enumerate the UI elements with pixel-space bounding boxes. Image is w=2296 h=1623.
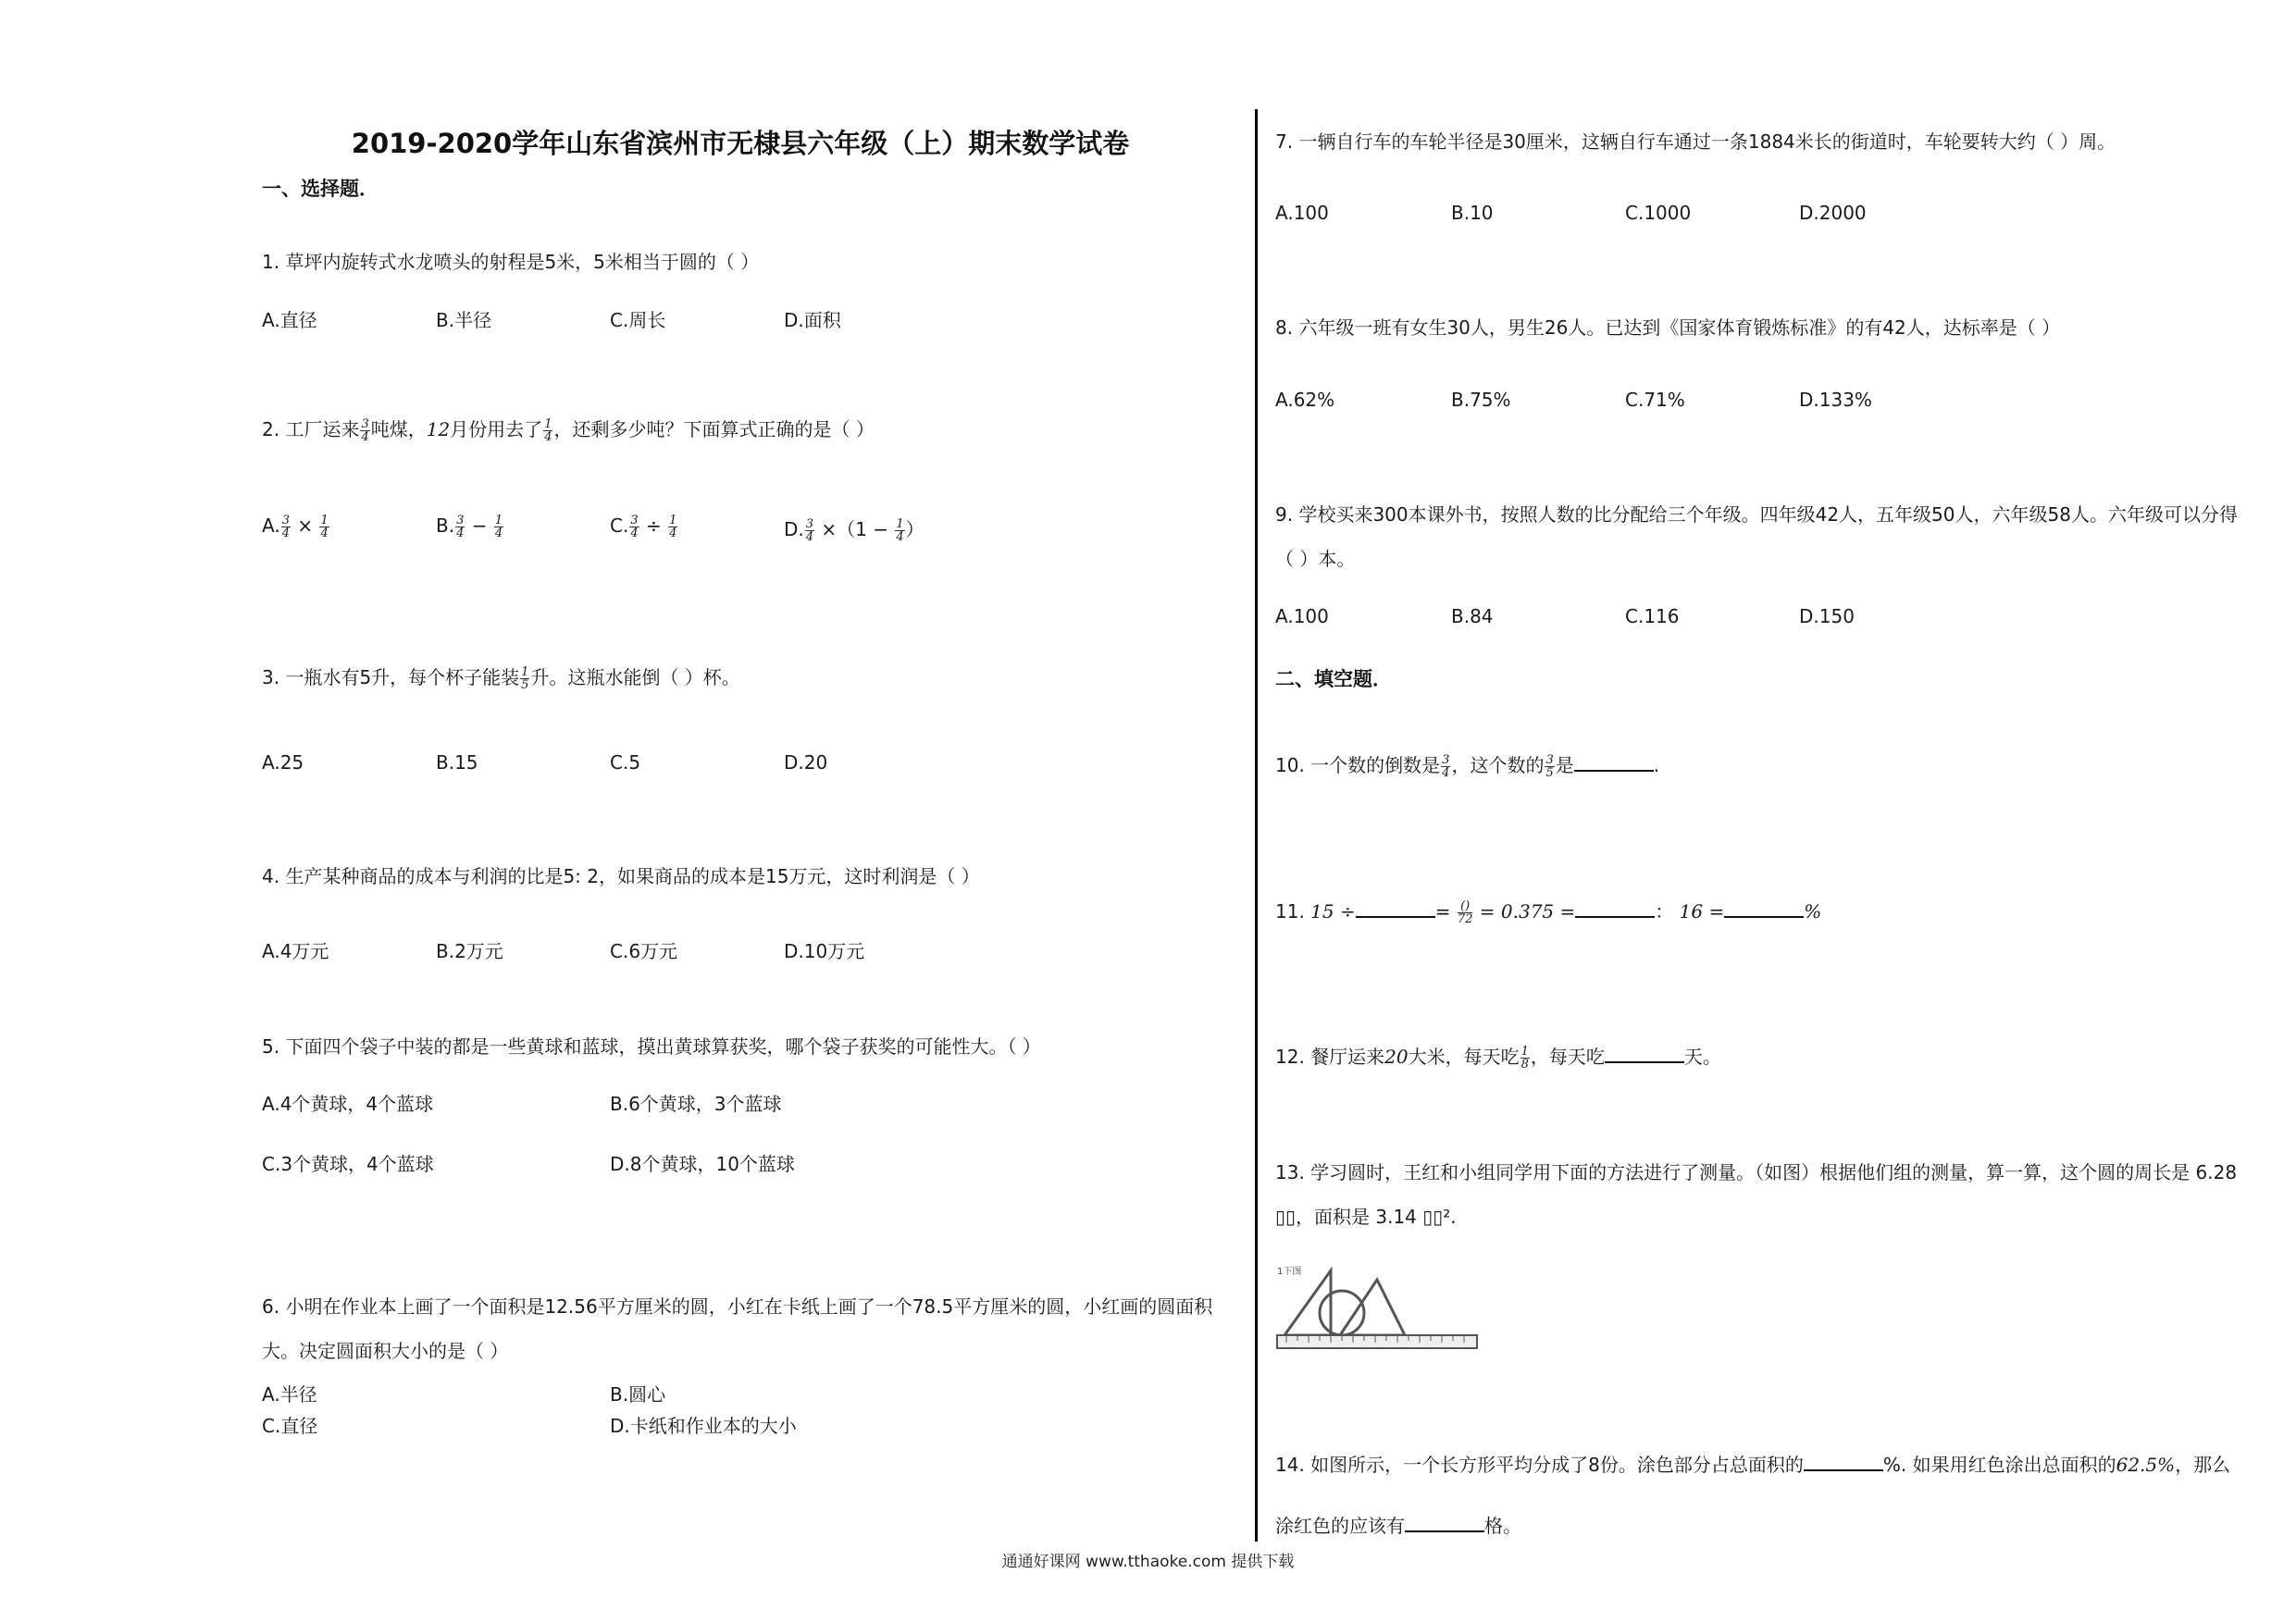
answer-blank[interactable] [1356, 899, 1435, 918]
section-heading-fill: 二、填空题． [1275, 668, 1392, 690]
option[interactable]: C.5 [610, 751, 641, 774]
option[interactable]: C.直径 [262, 1415, 318, 1437]
option[interactable]: C.1000 [1625, 202, 1692, 224]
answer-blank[interactable] [1804, 1453, 1883, 1471]
fraction: $\frac{1}{5}$ [521, 665, 529, 692]
option[interactable]: A.半径 [262, 1383, 317, 1406]
option[interactable]: B. $\frac{3}{4}$ − $\frac{1}{4}$ [436, 514, 503, 540]
option[interactable]: C. $\frac{3}{4}$ ÷ $\frac{1}{4}$ [610, 514, 677, 540]
column-divider [1255, 109, 1258, 1542]
answer-blank[interactable] [1575, 899, 1655, 918]
question-10: 10. 一个数的倒数是 $\frac{3}{4}$ ，这个数的 $\frac{3}{5}$ 是 . [1275, 753, 1660, 780]
option[interactable]: B.6个黄球，3个蓝球 [610, 1093, 782, 1115]
option[interactable]: D.8个黄球，10个蓝球 [610, 1153, 795, 1175]
svg-text:1下图: 1下图 [1277, 1267, 1302, 1277]
option[interactable]: D.2000 [1799, 202, 1867, 224]
option[interactable]: A.4万元 [262, 940, 329, 962]
question-13: 13. 学习圆时，王红和小组同学用下面的方法进行了测量。（如图）根据他们组的测量，算一算，这个圆的周长是 6.28 ▯▯，面积是 3.14 ▯▯². [1275, 1161, 2238, 1228]
number: 12 [426, 418, 451, 440]
option[interactable]: B.2万元 [436, 940, 503, 962]
option[interactable]: A.100 [1275, 202, 1329, 224]
option[interactable]: D.面积 [784, 309, 841, 331]
fraction: $\frac{1}{8}$ [1520, 1045, 1529, 1072]
question-3: 3. 一瓶水有5升，每个杯子能装 $\frac{1}{5}$ 升。这瓶水能倒（ ）杯。 [262, 665, 740, 692]
question-9: 9. 学校买来300本课外书，按照人数的比分配给三个年级。四年级42人，五年级50人，六年级58人。六年级可以分得（ ）本。 [1275, 503, 2238, 570]
option[interactable]: A. $\frac{3}{4}$ × $\frac{1}{4}$ [262, 514, 329, 540]
option[interactable]: C.3个黄球，4个蓝球 [262, 1153, 434, 1175]
fraction: $\frac{1}{4}$ [544, 417, 552, 444]
option[interactable]: B.圆心 [610, 1383, 666, 1406]
option[interactable]: C.116 [1625, 605, 1680, 627]
measurement-figure [1275, 1263, 1481, 1352]
option[interactable]: B.84 [1451, 605, 1494, 627]
text: 吨煤， [370, 418, 427, 440]
fraction: $\frac{3}{4}$ [1442, 753, 1450, 780]
option[interactable]: D.133% [1799, 389, 1872, 411]
question-7: 7. 一辆自行车的车轮半径是30厘米，这辆自行车通过一条1884米长的街道时，车轮要转大约（ ）周。 [1275, 130, 2116, 153]
option[interactable]: A.62% [1275, 389, 1335, 411]
page-footer: 通通好课网 www.tthaoke.com 提供下载 [1001, 1553, 1295, 1571]
page-title: 2019-2020学年山东省滨州市无棣县六年级（上）期末数学试卷 [351, 128, 1130, 159]
text: 2. 工厂运来 [262, 418, 360, 440]
question-5: 5. 下面四个袋子中装的都是一些黄球和蓝球，摸出黄球算获奖，哪个袋子获奖的可能性大。（ ） [262, 1035, 1041, 1058]
question-4: 4. 生产某种商品的成本与利润的比是5: 2，如果商品的成本是15万元，这时利润是（ ） [262, 865, 980, 887]
question-2 [262, 411, 875, 448]
option[interactable]: D. $\frac{3}{4}$ ×（1 − $\frac{1}{4}$ ） [784, 517, 925, 544]
fraction: $\frac{()}{72}$ [1457, 899, 1473, 926]
option[interactable]: B.15 [436, 751, 478, 774]
option[interactable]: B.75% [1451, 389, 1511, 411]
question-14: 14. 如图所示，一个长方形平均分成了8份。涂色部分占总面积的 %. 如果用红色涂出总面积的62.5%，那么涂红色的应该有 格。 [1275, 1454, 2231, 1537]
answer-blank[interactable] [1605, 1045, 1684, 1063]
option[interactable]: B.半径 [436, 309, 492, 331]
option[interactable]: D.20 [784, 751, 828, 774]
question-11: 11. 15 ÷ = $\frac{()}{72}$ = 0.375 = ： 16 = % [1275, 899, 1822, 926]
option[interactable]: C.6万元 [610, 940, 678, 962]
fraction: $\frac{3}{4}$ [361, 417, 369, 444]
option[interactable]: D.卡纸和作业本的大小 [610, 1415, 797, 1437]
question-12: 12. 餐厅运来20大米，每天吃 $\frac{1}{8}$ ，每天吃 天。 [1275, 1045, 1721, 1072]
fraction: $\frac{3}{5}$ [1545, 753, 1554, 780]
option[interactable]: B.10 [1451, 202, 1494, 224]
question-8: 8. 六年级一班有女生30人，男生26人。已达到《国家体育锻炼标准》的有42人，达标率是（ ） [1275, 316, 2061, 339]
option[interactable]: D.10万元 [784, 940, 865, 962]
question-1: 1. 草坪内旋转式水龙喷头的射程是5米，5米相当于圆的（ ） [262, 251, 760, 273]
option[interactable]: C.71% [1625, 389, 1685, 411]
question-6: 6. 小明在作业本上画了一个面积是12.56平方厘米的圆，小红在卡纸上画了一个78.5平方厘米的圆，小红画的圆面积大。决定圆面积大小的是（ ） [262, 1295, 1213, 1362]
text: 月份用去了 [450, 418, 543, 440]
option[interactable]: A.25 [262, 751, 304, 774]
option[interactable]: C.周长 [610, 309, 666, 331]
text: ，还剩多少吨？下面算式正确的是（ ） [553, 418, 875, 440]
section-heading-choice: 一、选择题． [262, 178, 379, 200]
answer-blank[interactable] [1724, 899, 1804, 918]
option[interactable]: D.150 [1799, 605, 1855, 627]
option[interactable]: A.4个黄球，4个蓝球 [262, 1093, 434, 1115]
option[interactable]: A.直径 [262, 309, 317, 331]
answer-blank[interactable] [1574, 753, 1654, 772]
option[interactable]: A.100 [1275, 605, 1329, 627]
answer-blank[interactable] [1405, 1514, 1484, 1532]
